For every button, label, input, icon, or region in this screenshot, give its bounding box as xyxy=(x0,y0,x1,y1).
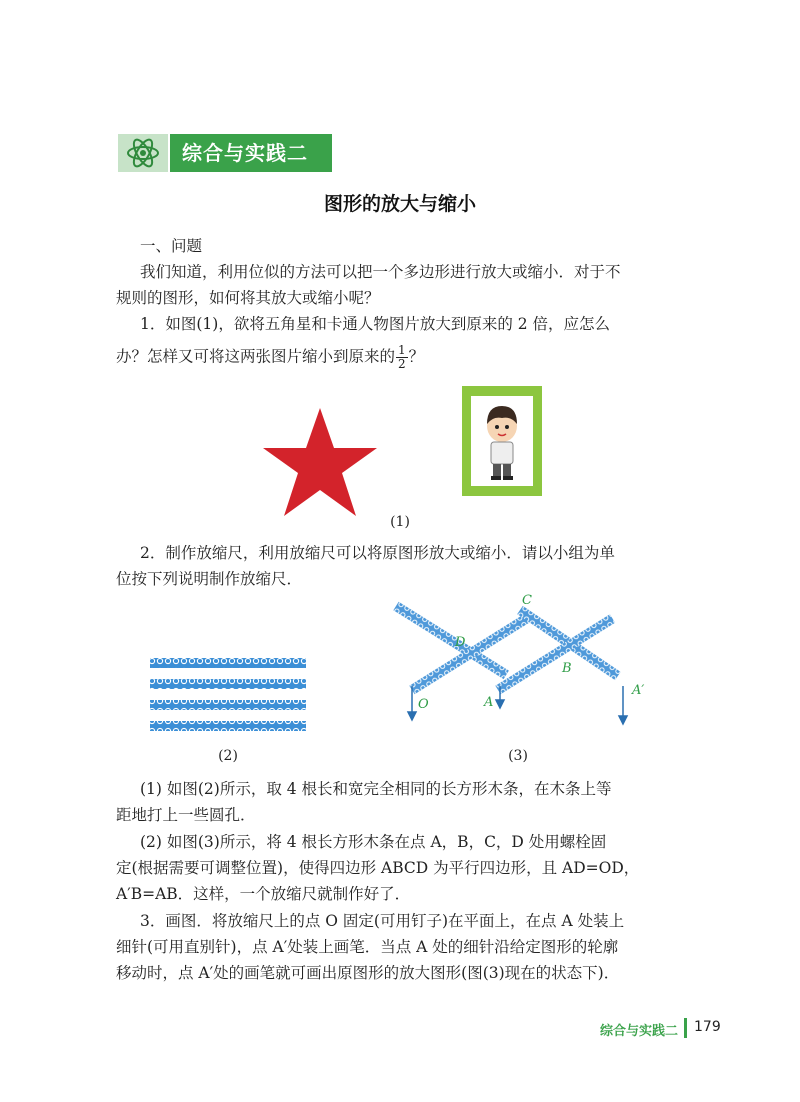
page-title: 图形的放大与缩小 xyxy=(323,193,476,215)
footer-section-label: 综合与实践二 xyxy=(599,1024,678,1039)
point-D-label: D xyxy=(455,635,466,650)
point-A-prime-label: A′ xyxy=(632,683,645,698)
figure-2-caption: (2) xyxy=(218,748,238,764)
point-C-label: C xyxy=(522,593,532,608)
q1-line-2-end: ？ xyxy=(408,347,425,366)
q3-line-2: 细针(可用直别针)，点 A′处装上画笔．当点 A 处的细针沿给定图形的轮廓 xyxy=(116,938,619,956)
figure-1-caption: (1) xyxy=(390,514,410,530)
cartoon-boy-figure xyxy=(471,396,533,486)
q2-line-2: 位按下列说明制作放缩尺． xyxy=(116,570,303,588)
atom-logo-icon xyxy=(118,134,168,172)
red-star-figure xyxy=(260,406,380,518)
figure-3-caption: (3) xyxy=(508,748,528,764)
point-A-label: A xyxy=(484,695,494,710)
q1-line-2-text: 办？怎样又可将这两张图片缩小到原来的 xyxy=(116,347,396,366)
section-title-label: 综合与实践二 xyxy=(170,134,332,172)
intro-line-1: 我们知道，利用位似的方法可以把一个多边形进行放大或缩小．对于不 xyxy=(140,263,621,281)
page-number: 179 xyxy=(694,1019,721,1035)
intro-line-2: 规则的图形，如何将其放大或缩小呢？ xyxy=(116,289,380,307)
step1-line-1: (1) 如图(2)所示，取 4 根长和宽完全相同的长方形木条，在木条上等 xyxy=(140,780,612,798)
q1-line-2 xyxy=(116,344,696,371)
step1-line-2: 距地打上一些圆孔． xyxy=(116,806,256,824)
fraction-denominator: 2 xyxy=(398,357,406,371)
section-heading: 一、问题 xyxy=(140,237,203,255)
fraction-half xyxy=(396,344,408,371)
step2-line-3: A′B=AB．这样，一个放缩尺就制作好了． xyxy=(116,885,411,903)
q2-line-1: 2．制作放缩尺，利用放缩尺可以将原图形放大或缩小．请以小组为单 xyxy=(140,544,615,562)
step2-line-1: (2) 如图(3)所示，将 4 根长方形木条在点 A，B，C，D 处用螺栓固 xyxy=(140,833,607,851)
point-B-label: B xyxy=(562,661,572,676)
q3-line-3: 移动时，点 A′处的画笔就可画出原图形的放大图形(图(3)现在的状态下)． xyxy=(116,964,620,982)
fraction-numerator: 1 xyxy=(398,343,406,357)
cartoon-picture-frame xyxy=(462,386,542,496)
wooden-strips-figure xyxy=(148,656,308,736)
point-O-label: O xyxy=(418,697,429,712)
footer-divider xyxy=(684,1018,687,1038)
q1-line-1: 1．如图(1)，欲将五角星和卡通人物图片放大到原来的 2 倍，应怎么 xyxy=(140,315,611,333)
step2-line-2: 定(根据需要可调整位置)，使得四边形 ABCD 为平行四边形，且 AD=OD， xyxy=(116,859,640,877)
pantograph-figure xyxy=(390,588,645,738)
q3-line-1: 3．画图．将放缩尺上的点 O 固定(可用钉子)在平面上，在点 A 处装上 xyxy=(140,912,625,930)
section-banner xyxy=(118,134,332,172)
